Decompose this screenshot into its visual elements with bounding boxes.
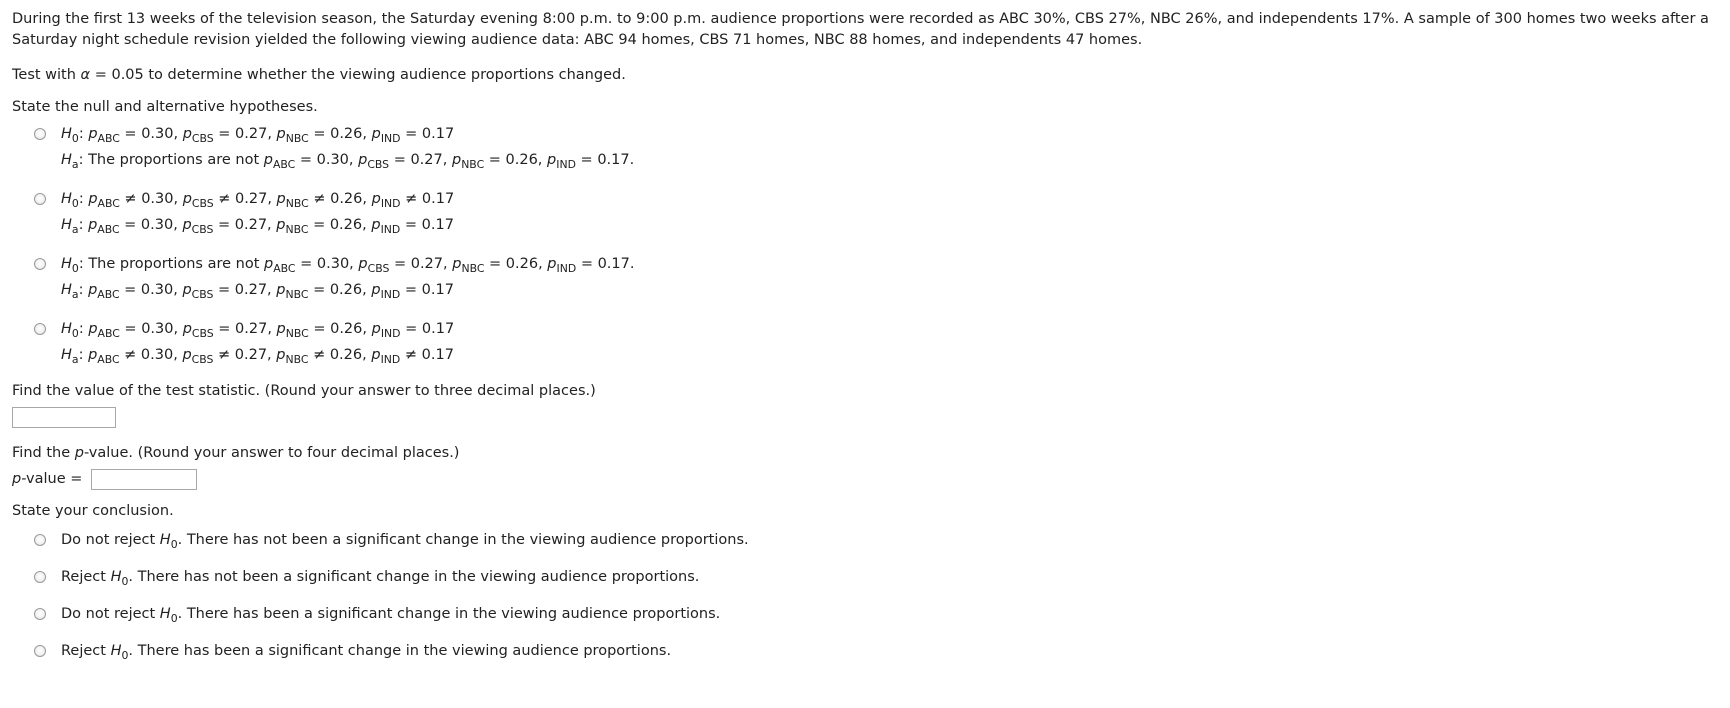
test-statistic-prompt: Find the value of the test statistic. (Round your answer to three decimal places.) (12, 383, 596, 399)
null-hypothesis: $H_0$: $p_{ABC} = 0.30$, $p_{CBS} = 0.27$, $p_{NBC} = 0.26$, $p_{IND} = 0.17$ (61, 321, 455, 340)
p-value-input[interactable] (91, 469, 197, 490)
conclusion-options (12, 527, 1718, 675)
hypothesis-option-1[interactable] (12, 121, 1718, 174)
radio-button[interactable] (34, 193, 46, 205)
test-statistic-input[interactable] (12, 407, 116, 428)
hypotheses-options (12, 121, 1718, 369)
test-statistic-row (12, 407, 1718, 431)
alternative-hypothesis: $H_a$: $p_{ABC} \ne 0.30$, $p_{CBS} \ne 0.27$, $p_{NBC} \ne 0.26$, $p_{IND} \ne 0.17$ (61, 347, 454, 366)
p-value-label-p: p (12, 471, 22, 487)
null-hypothesis: $H_0$: $p_{ABC} \ne 0.30$, $p_{CBS} \ne 0.27$, $p_{NBC} \ne 0.26$, $p_{IND} \ne 0.17$ (61, 191, 455, 210)
problem-line-2: Saturday night schedule revision yielded the following viewing audience data: ABC 94 homes, CBS 71 homes, NBC 88 homes, and independents 47 homes. (12, 32, 1143, 48)
p-value-label: -value = (21, 471, 88, 487)
problem-statement (12, 9, 1718, 51)
conclusion-option-4[interactable]: Reject $H_0$. There has been a significant change in the viewing audience proportions. (12, 638, 1718, 675)
p-value-prompt: Find the p-value. (Round your answer to four decimal places.) (12, 445, 460, 461)
radio-button[interactable] (34, 534, 46, 546)
conclusion-prompt: State your conclusion. (12, 503, 174, 519)
radio-button[interactable] (34, 571, 46, 583)
hypothesis-option-3[interactable] (12, 251, 1718, 304)
alpha-symbol: α (80, 67, 91, 83)
conclusion-option-2[interactable]: Reject $H_0$. There has not been a significant change in the viewing audience proportions. (12, 564, 1718, 601)
alternative-hypothesis: $H_a$: $p_{ABC} = 0.30$, $p_{CBS} = 0.27$, $p_{NBC} = 0.26$, $p_{IND} = 0.17$ (61, 282, 454, 301)
alternative-hypothesis: $H_a$: $p_{ABC} = 0.30$, $p_{CBS} = 0.27$, $p_{NBC} = 0.26$, $p_{IND} = 0.17$ (61, 217, 454, 236)
alternative-hypothesis: $H_a$: The proportions are not $p_{ABC} = 0.30$, $p_{CBS} = 0.27$, $p_{NBC} = 0.26$, $p_{IND} = 0.17$. (61, 152, 635, 171)
radio-button[interactable] (34, 323, 46, 335)
radio-button[interactable] (34, 258, 46, 270)
null-hypothesis: $H_0$: $p_{ABC} = 0.30$, $p_{CBS} = 0.27$, $p_{NBC} = 0.26$, $p_{IND} = 0.17$ (61, 126, 455, 145)
hypothesis-option-2[interactable] (12, 186, 1718, 239)
conclusion-option-1[interactable]: Do not reject $H_0$. There has not been a significant change in the viewing audience proportions. (12, 527, 1718, 564)
problem-line-1: During the first 13 weeks of the television season, the Saturday evening 8:00 p.m. to 9:00 p.m. audience proportions were recorded as ABC 30%, CBS 27%, NBC 26%, and independents 17%. A sample of 300 homes two weeks after a (12, 11, 1709, 27)
conclusion-option-3[interactable]: Do not reject $H_0$. There has been a significant change in the viewing audience proportions. (12, 601, 1718, 638)
test-instruction: Test with α = 0.05 to determine whether the viewing audience proportions changed. (12, 67, 626, 83)
radio-button[interactable] (34, 645, 46, 657)
radio-button[interactable] (34, 128, 46, 140)
p-value-row (12, 467, 1718, 491)
radio-button[interactable] (34, 608, 46, 620)
hypotheses-prompt: State the null and alternative hypotheses. (12, 99, 318, 115)
null-hypothesis: $H_0$: The proportions are not $p_{ABC} = 0.30$, $p_{CBS} = 0.27$, $p_{NBC} = 0.26$, $p_{IND} = 0.17$. (61, 256, 635, 275)
hypothesis-option-4[interactable] (12, 316, 1718, 369)
